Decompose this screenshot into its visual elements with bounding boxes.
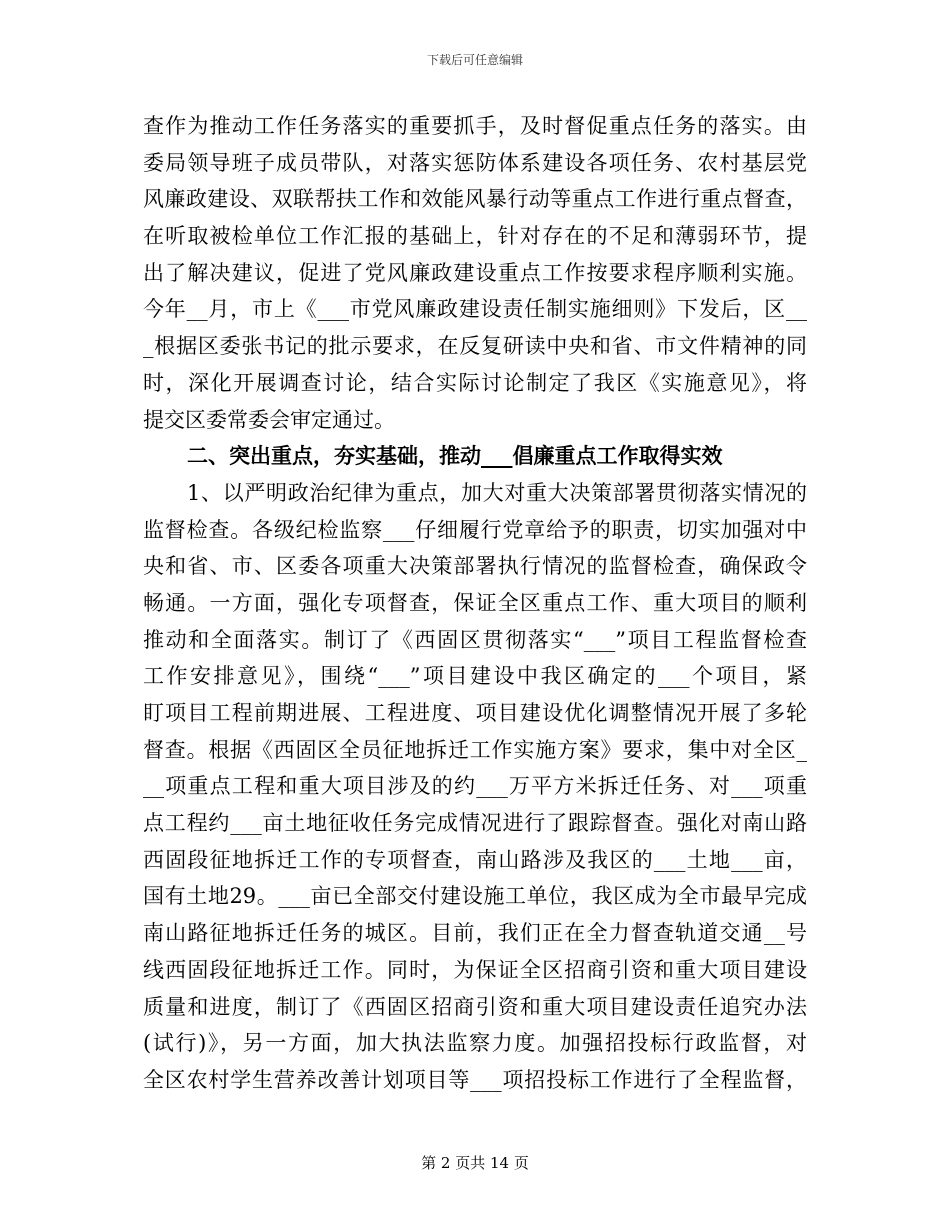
- text-line: 国有土地29。___亩已全部交付建设施工单位，我区成为全市最早完成: [143, 884, 807, 909]
- document-body: [143, 108, 807, 1099]
- page-header: 下载后可任意编辑: [426, 53, 523, 67]
- text-line: 质量和进度，制订了《西固区招商引资和重大项目建设责任追究办法: [143, 994, 807, 1019]
- text-line: 全区农村学生营养改善计划项目等___项招投标工作进行了全程监督，: [143, 1067, 807, 1092]
- text-line: 西固段征地拆迁工作的专项督查，南山路涉及我区的___土地___亩，: [143, 847, 807, 872]
- text-line: 工作安排意见》，围绕“___”项目建设中我区确定的___个项目，紧: [143, 664, 807, 689]
- text-line: 线西固段征地拆迁工作。同时，为保证全区招商引资和重大项目建设: [143, 957, 807, 982]
- text-line: 委局领导班子成员带队，对落实惩防体系建设各项任务、农村基层党: [143, 150, 807, 175]
- text-line: 今年__月，市上《___市党风廉政建设责任制实施细则》下发后，区__: [143, 297, 807, 322]
- text-line: 畅通。一方面，强化专项督查，保证全区重点工作、重大项目的顺利: [143, 590, 807, 615]
- text-line: 风廉政建设、双联帮扶工作和效能风暴行动等重点工作进行重点督查，: [143, 187, 807, 212]
- text-line: _根据区委张书记的批示要求，在反复研读中央和省、市文件精神的同: [143, 334, 807, 359]
- text-line: (试行)》，另一方面，加大执法监察力度。加强招投标行政监督，对: [143, 1031, 807, 1056]
- text-line: 盯项目工程前期进展、工程进度、项目建设优化调整情况开展了多轮: [143, 701, 807, 725]
- text-line: __项重点工程和重大项目涉及的约___万平方米拆迁任务、对___项重: [143, 774, 807, 799]
- text-line: 监督检查。各级纪检监察___仔细履行党章给予的职责，切实加强对中: [143, 517, 807, 542]
- section-heading: 二、突出重点，夯实基础，推动___倡廉重点工作取得实效: [187, 444, 723, 469]
- text-line: 时，深化开展调查讨论，结合实际讨论制定了我区《实施意见》，将: [143, 370, 807, 395]
- text-line: 推动和全面落实。制订了《西固区贯彻落实“___”项目工程监督检查: [143, 627, 807, 652]
- text-line: 查作为推动工作任务落实的重要抓手，及时督促重点任务的落实。由: [143, 114, 807, 138]
- text-line: 督查。根据《西固区全员征地拆迁工作实施方案》要求，集中对全区_: [143, 737, 807, 762]
- text-line: 南山路征地拆迁任务的城区。目前，我们正在全力督查轨道交通__号: [143, 921, 807, 946]
- text-line: 提交区委常委会审定通过。: [143, 407, 395, 432]
- text-line: 在听取被检单位工作汇报的基础上，针对存在的不足和薄弱环节，提: [143, 224, 807, 249]
- text-line: 1、以严明政治纪律为重点，加大对重大决策部署贯彻落实情况的: [187, 480, 807, 505]
- text-line: 央和省、市、区委各项重大决策部署执行情况的监督检查，确保政令: [143, 554, 807, 579]
- text-line: 出了解决建议，促进了党风廉政建设重点工作按要求程序顺利实施。: [143, 260, 807, 285]
- text-line: 点工程约___亩土地征收任务完成情况进行了跟踪督查。强化对南山路: [143, 811, 807, 836]
- page-footer: 第 2 页共 14 页: [421, 1154, 529, 1172]
